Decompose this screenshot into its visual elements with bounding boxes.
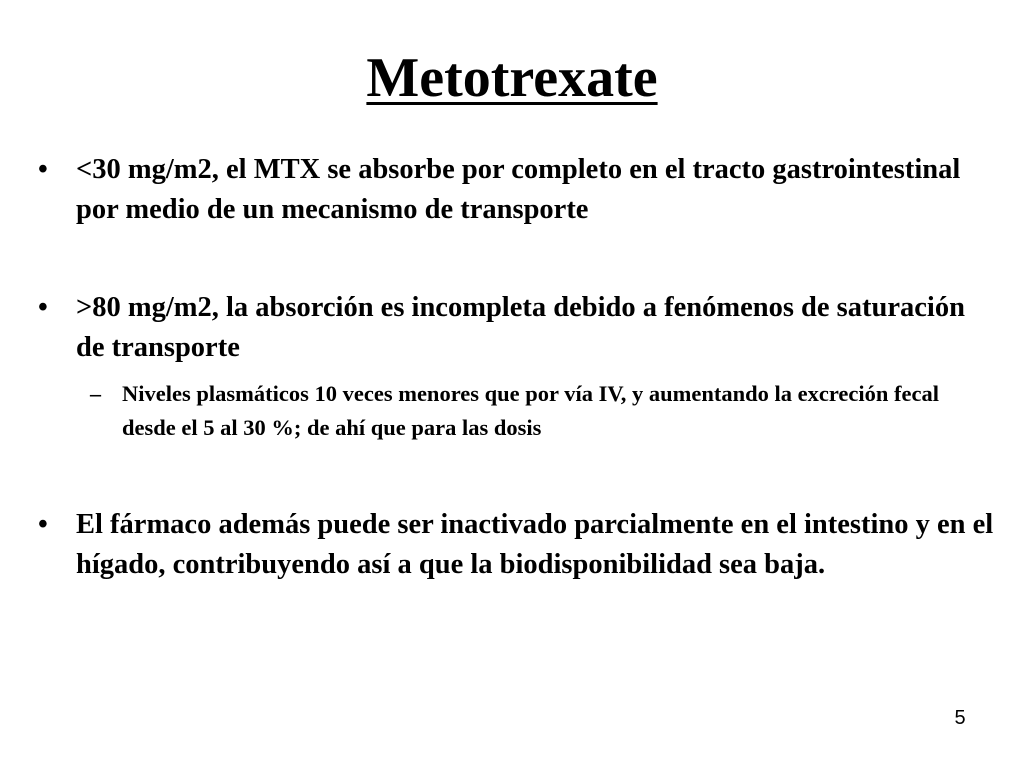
bullet-1-marker: • [38, 154, 48, 185]
sub-bullet-2-1-text: Niveles plasmáticos 10 veces menores que por vía IV, y aumentando la excreción fecal desde el 5 al 30 %; de ahí que para las dosis [122, 381, 940, 440]
bullet-2-text: >80 mg/m2, la absorción es incompleta debido a fenómenos de saturación de transporte [76, 292, 965, 363]
slide-title-text: Metotrexate [366, 47, 658, 109]
bullet-3-text: El fármaco además puede ser inactivado parcialmente en el intestino y en el hígado, contribuyendo así a que la biodisponibilidad sea baja. [76, 509, 994, 580]
slide-title [0, 44, 1024, 112]
bullet-1-text: <30 mg/m2, el MTX se absorbe por completo en el tracto gastrointestinal por medio de un mecanismo de transporte [76, 154, 961, 225]
bullet-3-marker: • [38, 509, 48, 540]
page-number: 5 [954, 707, 966, 729]
bullet-2-marker: • [38, 292, 48, 323]
sub-bullet-2-1-marker: – [90, 381, 101, 406]
